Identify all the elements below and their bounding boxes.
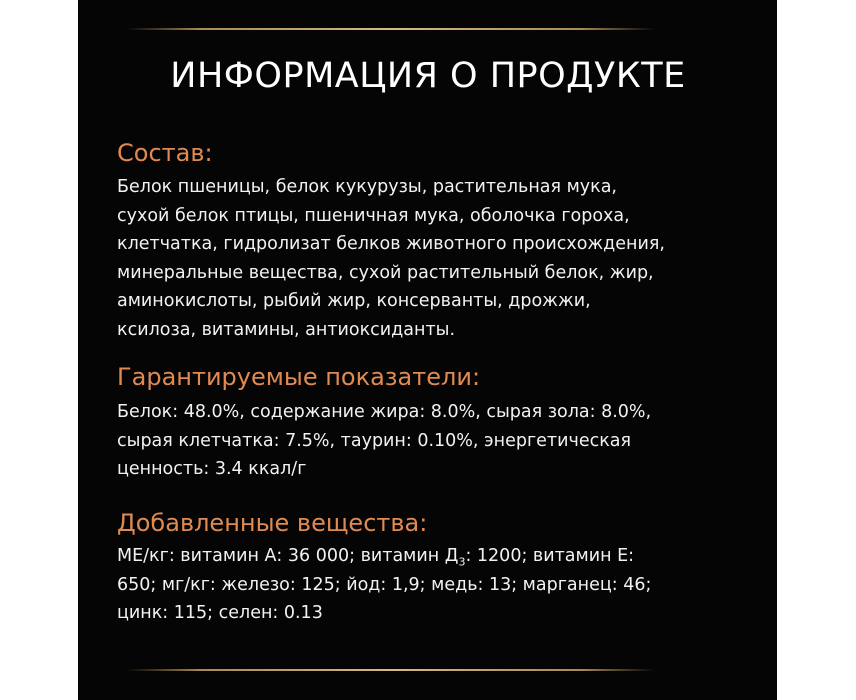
composition-line: минеральные вещества, сухой растительный белок, жир,: [117, 262, 654, 283]
composition-line: сухой белок птицы, пшеничная мука, оболочка гороха,: [117, 205, 630, 226]
vitamin-d-subscript: 3: [458, 555, 466, 569]
bottom-gold-divider: [127, 669, 655, 671]
top-gold-divider: [127, 28, 655, 30]
guaranteed-line: ценность: 3.4 ккал/г: [117, 459, 307, 479]
composition-line: ксилоза, витамины, антиоксиданты.: [117, 319, 456, 340]
additives-line: цинк: 115; селен: 0.13: [117, 603, 323, 623]
additives-line-1-start: МЕ/кг: витамин А: 36 000; витамин Д: [117, 546, 459, 566]
additives-text: [117, 542, 757, 628]
additives-line: [117, 542, 757, 571]
additives-line: 650; мг/кг: железо: 125; йод: 1,9; медь: 13; марганец: 46;: [117, 574, 652, 595]
guaranteed-line: сырая клетчатка: 7.5%, таурин: 0.10%, энергетическая: [117, 430, 632, 451]
composition-line: клетчатка, гидролизат белков животного происхождения,: [117, 234, 665, 254]
page-title: ИНФОРМАЦИЯ О ПРОДУКТЕ: [170, 56, 686, 96]
composition-heading: Состав:: [117, 139, 213, 167]
guaranteed-heading: Гарантируемые показатели:: [117, 363, 481, 391]
composition-text: [117, 173, 757, 344]
composition-line: Белок пшеницы, белок кукурузы, растительная мука,: [117, 177, 617, 197]
guaranteed-line: Белок: 48.0%, содержание жира: 8.0%, сырая зола: 8.0%,: [117, 402, 652, 422]
guaranteed-text: [117, 398, 757, 484]
additives-line-1-end: : 1200; витамин Е:: [465, 546, 635, 566]
additives-heading: Добавленные вещества:: [117, 509, 428, 537]
composition-line: аминокислоты, рыбий жир, консерванты, дрожжи,: [117, 291, 591, 311]
